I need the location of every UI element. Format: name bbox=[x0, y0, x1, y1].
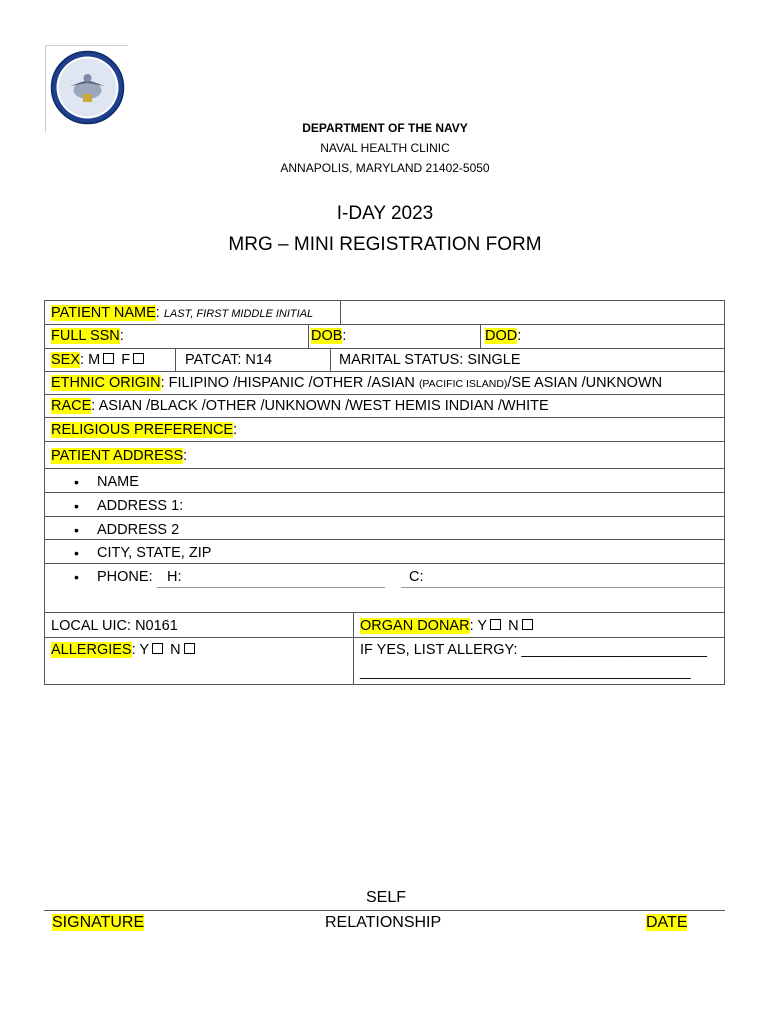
race-values: ASIAN /BLACK /OTHER /UNKNOWN /WEST HEMIS INDIAN /WHITE bbox=[98, 398, 549, 414]
address-item-city-state-zip[interactable]: CITY, STATE, ZIP bbox=[97, 545, 212, 561]
phone-label: PHONE: bbox=[97, 569, 153, 585]
allergies-field: ALLERGIES: Y N bbox=[51, 641, 198, 659]
patient-address-label: PATIENT ADDRESS bbox=[51, 448, 184, 464]
self-text: SELF bbox=[366, 889, 407, 906]
sex-field: SEX: M F bbox=[51, 351, 147, 369]
patient-name-field[interactable]: PATIENT NAME: LAST, FIRST MIDDLE INITIAL bbox=[51, 305, 314, 321]
sex-f-checkbox[interactable] bbox=[133, 353, 144, 364]
bullet-icon: • bbox=[74, 522, 79, 538]
local-uic-field: LOCAL UIC: N0161 bbox=[51, 618, 178, 634]
ethnic-values-b: (PACIFIC ISLAND) bbox=[418, 378, 508, 390]
patient-name-hint: LAST, FIRST MIDDLE INITIAL bbox=[163, 308, 314, 320]
allergies-n-label: N bbox=[170, 642, 181, 658]
patcat-field: PATCAT: N14 bbox=[185, 352, 273, 368]
sex-label: SEX bbox=[51, 352, 81, 368]
allergy-list-field[interactable]: IF YES, LIST ALLERGY: _______________________ bbox=[360, 642, 707, 658]
organ-y-label: Y bbox=[477, 618, 488, 634]
address-item-address1[interactable]: ADDRESS 1: bbox=[97, 498, 184, 514]
signature-line[interactable] bbox=[44, 910, 725, 911]
dod-seal-logo bbox=[50, 50, 125, 125]
religious-preference-field[interactable]: RELIGIOUS PREFERENCE: bbox=[51, 422, 238, 438]
clinic-location: ANNAPOLIS, MARYLAND 21402-5050 bbox=[280, 161, 490, 175]
full-ssn-field[interactable]: FULL SSN: bbox=[51, 328, 124, 344]
marital-status-field: MARITAL STATUS: SINGLE bbox=[339, 352, 521, 368]
address-item-address2[interactable]: ADDRESS 2 bbox=[97, 522, 180, 538]
patient-name-label: PATIENT NAME bbox=[51, 305, 156, 321]
dod-field[interactable]: DOD: bbox=[485, 328, 522, 344]
form-title-year: I-DAY 2023 bbox=[336, 203, 434, 224]
ethnic-origin-label: ETHNIC ORIGIN bbox=[51, 375, 161, 391]
organ-n-checkbox[interactable] bbox=[522, 619, 533, 630]
religious-preference-label: RELIGIOUS PREFERENCE bbox=[51, 422, 234, 438]
race-label: RACE bbox=[51, 398, 92, 414]
full-ssn-label: FULL SSN bbox=[51, 328, 120, 344]
ethnic-values-a: FILIPINO /HISPANIC /OTHER /ASIAN bbox=[168, 375, 415, 391]
dob-field[interactable]: DOB: bbox=[311, 328, 347, 344]
bullet-icon: • bbox=[74, 569, 79, 585]
phone-cell-line[interactable] bbox=[401, 587, 724, 588]
phone-cell-label: C: bbox=[409, 569, 424, 585]
organ-n-label: N bbox=[508, 618, 519, 634]
patient-address-field: PATIENT ADDRESS: bbox=[51, 448, 188, 464]
bullet-icon: • bbox=[74, 498, 79, 514]
date-label: DATE bbox=[646, 914, 688, 931]
ethnic-origin-field: ETHNIC ORIGIN: FILIPINO /HISPANIC /OTHER /ASIAN (PACIFIC ISLAND)/SE ASIAN /UNKNOWN bbox=[51, 375, 663, 391]
sex-m-checkbox[interactable] bbox=[103, 353, 114, 364]
sex-f-label: F bbox=[121, 352, 131, 368]
allergies-y-label: Y bbox=[139, 642, 150, 658]
organ-donor-field: ORGAN DONAR: Y N bbox=[360, 617, 536, 635]
organ-donor-label: ORGAN DONAR bbox=[360, 618, 470, 634]
registration-form-table bbox=[44, 300, 725, 685]
department-name: DEPARTMENT OF THE NAVY bbox=[302, 121, 468, 135]
phone-home-label: H: bbox=[167, 569, 182, 585]
address-item-name[interactable]: NAME bbox=[97, 474, 139, 490]
clinic-name: NAVAL HEALTH CLINIC bbox=[320, 141, 450, 155]
allergy-list-line2[interactable]: _________________________________________ bbox=[360, 664, 691, 680]
relationship-label: RELATIONSHIP bbox=[325, 914, 442, 931]
phone-home-line[interactable] bbox=[157, 587, 385, 588]
allergies-y-checkbox[interactable] bbox=[152, 643, 163, 654]
ethnic-values-c: /SE ASIAN /UNKNOWN bbox=[507, 375, 663, 391]
allergies-label: ALLERGIES bbox=[51, 642, 132, 658]
bullet-icon: • bbox=[74, 545, 79, 561]
sex-m-label: M bbox=[88, 352, 101, 368]
form-title: MRG – MINI REGISTRATION FORM bbox=[228, 234, 542, 255]
dob-label: DOB bbox=[311, 328, 343, 344]
allergies-n-checkbox[interactable] bbox=[184, 643, 195, 654]
organ-y-checkbox[interactable] bbox=[490, 619, 501, 630]
dod-label: DOD bbox=[485, 328, 518, 344]
bullet-icon: • bbox=[74, 474, 79, 490]
race-field: RACE: ASIAN /BLACK /OTHER /UNKNOWN /WEST HEMIS INDIAN /WHITE bbox=[51, 398, 549, 414]
signature-label: SIGNATURE bbox=[52, 914, 145, 931]
